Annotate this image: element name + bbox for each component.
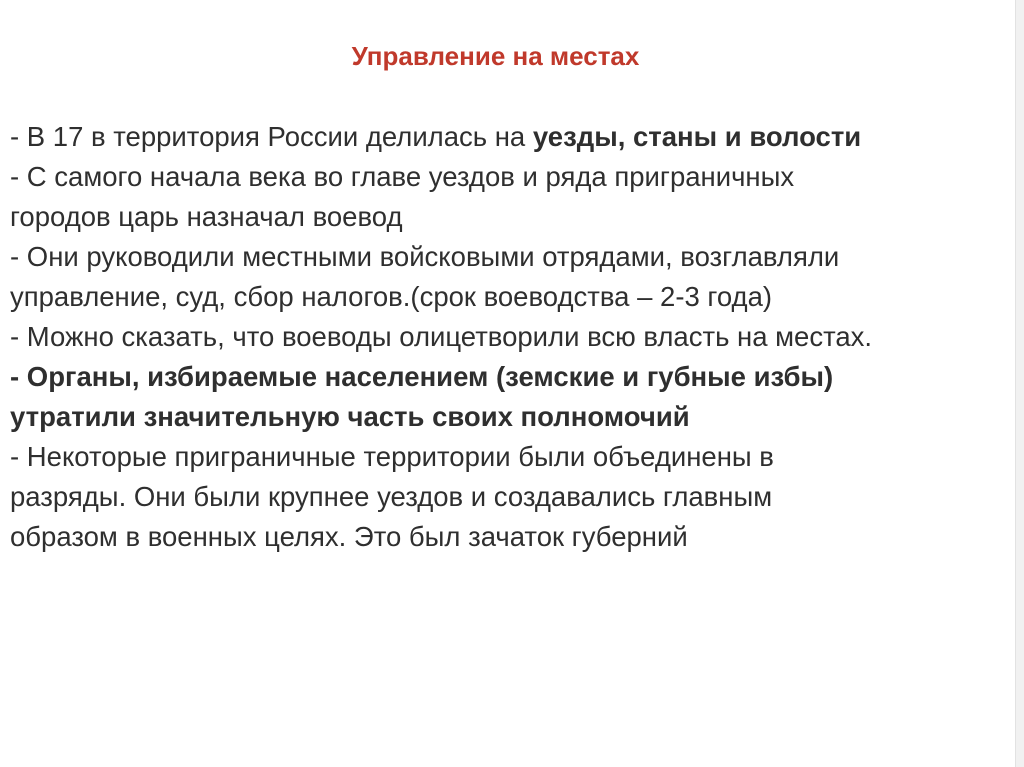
bullet-paragraph [10,317,1000,357]
body-text: - Можно сказать, что воеводы олицетворили всю власть на местах. [10,321,873,352]
bullet-line [10,517,1000,557]
bullet-line [10,237,1000,277]
bullet-line [10,197,1000,237]
slide-body [10,117,1000,557]
viewer-scroll-edge [1015,0,1024,767]
bullet-line [10,157,1000,197]
body-text: городов царь назначал воевод [10,201,403,232]
bullet-line [10,477,1000,517]
body-text: образом в военных целях. Это был зачаток губерний [10,521,688,552]
slide-title: Управление на местах [351,41,640,71]
bold-text: уезды, станы и волости [532,121,862,152]
body-text: - Некоторые приграничные территории были объединены в [10,441,774,472]
body-text: - С самого начала века во главе уездов и ряда приграничных [10,161,795,192]
body-text: - Они руководили местными войсковыми отрядами, возглавляли [10,241,840,272]
bullet-paragraph [10,437,1000,557]
bullet-line [10,277,1000,317]
bullet-line [10,117,1000,157]
bullet-line [10,357,1000,397]
body-text: - В 17 в территория России делилась на [10,121,533,152]
bullet-line [10,397,1000,437]
bullet-line [10,317,1000,357]
bullet-paragraph [10,157,1000,237]
bullet-paragraph [10,117,1000,157]
bold-text: - Органы, избираемые населением (земские и губные избы) [10,361,834,392]
body-text: разряды. Они были крупнее уездов и создавались главным [10,481,773,512]
bullet-paragraph [10,237,1000,317]
bullet-line [10,437,1000,477]
bold-text: утратили значительную часть своих полномочий [10,401,690,432]
body-text: управление, суд, сбор налогов.(срок воеводства – 2-3 года) [10,281,773,312]
bullet-paragraph [10,357,1000,437]
